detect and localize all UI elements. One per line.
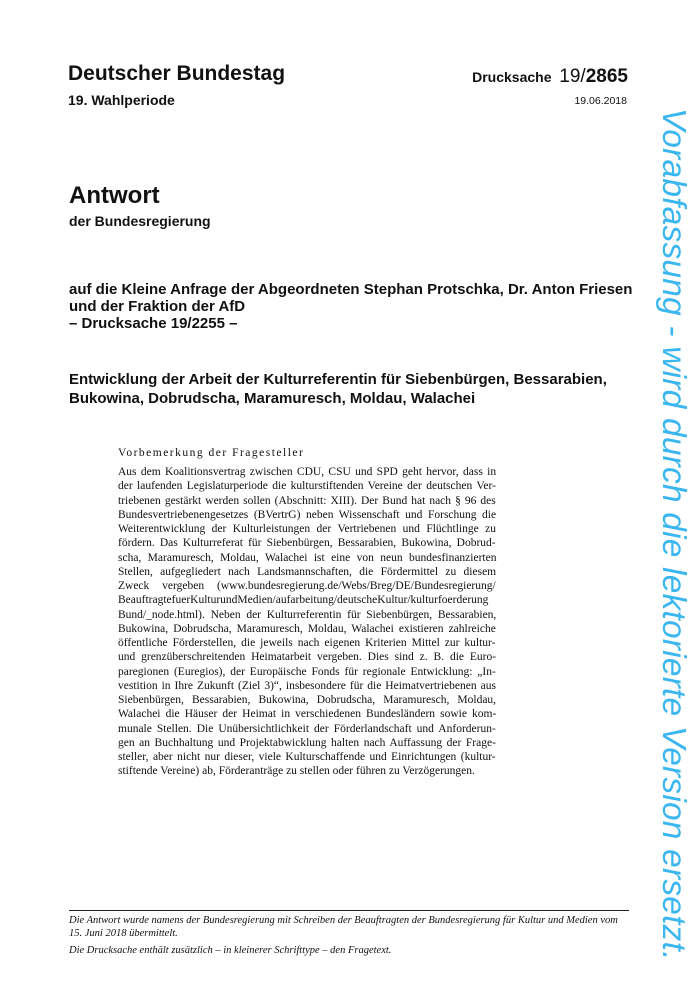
footer-divider bbox=[69, 910, 629, 911]
inquiry-line: – Drucksache 19/2255 – bbox=[69, 315, 238, 332]
preface-line: stiftende Vereine) ab, Förderanträge zu stellen oder führen zu Verzögerungen. bbox=[118, 765, 475, 778]
preface-line: der laufenden Legislaturperiode die kulturstiftenden Vereine der deutschen Ver- bbox=[118, 480, 496, 493]
document-subtitle: der Bundesregierung bbox=[69, 213, 211, 229]
preface-line: BeauftragtefuerKulturundMedien/aufarbeitung/deutscheKultur/kulturfoerderung bbox=[118, 594, 489, 607]
inquiry-reference bbox=[69, 281, 633, 332]
footer-note-typeface: Die Drucksache enthält zusätzlich – in kleinerer Schrifttype – den Fragetext. bbox=[69, 945, 392, 956]
preface-line: Bundesvertriebenengesetzes (BVertrG) neben Wissenschaft und Forschung die bbox=[118, 508, 497, 521]
subject-heading: Entwicklung der Arbeit der Kulturreferentin für Siebenbürgen, Bessarabien, Bukowina, Dobrudscha, Maramuresch, Moldau, Walachei bbox=[69, 371, 607, 407]
preface-line: Weiterentwicklung der Kulturleistungen der Vertriebenen und Flüchtlinge zu bbox=[118, 523, 497, 535]
legislative-period: 19. Wahlperiode bbox=[68, 92, 175, 108]
preface-line: fördern. Das Kulturreferat für Siebenbürgen, Bessarabien, Bukowina, Dobrud- bbox=[118, 537, 496, 550]
preface-body bbox=[118, 465, 496, 779]
document-date: 19.06.2018 bbox=[574, 95, 627, 107]
preface-heading: Vorbemerkung der Fragesteller bbox=[118, 447, 305, 459]
document-title: Antwort bbox=[69, 182, 160, 209]
preface-line: munale Stellen. Die Unübersichtlichkeit der Förderlandschaft und Anforderun- bbox=[118, 722, 496, 735]
preface-line: Walachei die Häuser der Heimat in verschiedenen Bundesländern sowie kom- bbox=[118, 708, 497, 721]
preface-line: Aus dem Koalitionsvertrag zwischen CDU, CSU und SPD geht hervor, dass in bbox=[118, 466, 497, 478]
preface-line: öffentliche Förderstellen, die jeweils nach eigenen Kriterien Mittel zur kultur- bbox=[118, 637, 496, 649]
preface-line: paregionen (Euregios), der Europäische Fonds für regionale Entwicklung: „In- bbox=[118, 665, 496, 678]
document-label: Drucksache bbox=[472, 69, 552, 85]
preface-line: gen an Buchhaltung und Projektabwicklung halten nach Auffassung der Frage- bbox=[118, 736, 496, 749]
preface-line: Bund/_node.html). Neben der Kulturreferentin für Siebenbürgen, Bessarabien, bbox=[118, 608, 497, 621]
preface-line: Stellen, aufgegliedert nach Landsmannschaften, die Fördermittel zu diesem bbox=[118, 565, 497, 578]
preface-line: vestition in Ihre Zukunft (Ziel 3)“, insbesondere für die Heimatvertriebenen aus bbox=[118, 679, 496, 692]
preface-line: scha, Maramuresch, Moldau, Walachei ist eine von neun bundesfinanzierten bbox=[118, 551, 497, 564]
preface-line: Zweck vergeben (www.bundesregierung.de/Webs/Breg/DE/Bundesregierung/ bbox=[118, 580, 496, 592]
document-number bbox=[472, 66, 628, 88]
footer-note-transmission: Die Antwort wurde namens der Bundesregierung mit Schreiben der Beauftragten der Bundesregierung für Kultur und Medien vom 15. Juni 2018 übermittelt. bbox=[69, 915, 618, 939]
organization-name: Deutscher Bundestag bbox=[68, 62, 286, 85]
inquiry-line: auf die Kleine Anfrage der Abgeordneten Stephan Protschka, Dr. Anton Friesen bbox=[69, 281, 633, 298]
preface-line: Siebenbürgen, Bessarabien, Bukowina, Dobrudscha, Maramuresch, Moldau, bbox=[118, 694, 497, 706]
watermark-draft-notice: Vorabfassung - wird durch die lektorierte Version ersetzt. bbox=[655, 108, 692, 961]
document-number-prefix: 19/ bbox=[559, 66, 586, 87]
preface-line: und grenzüberschreitenden Heimatarbeit vergeben. Dies sind z. B. die Euro- bbox=[118, 651, 497, 664]
preface-line: Bukowina, Dobrudscha, Maramuresch, Moldau, Walachei existieren zahlreiche bbox=[118, 622, 496, 635]
preface-line: steller, aber nicht nur dieser, viele Kulturschaffende und Einrichtungen (kultur- bbox=[118, 751, 496, 763]
preface-line: triebenen gestärkt werden sollen (Abschnitt: XIII). Der Bund hat nach § 96 des bbox=[118, 494, 496, 507]
inquiry-line: und der Fraktion der AfD bbox=[69, 298, 246, 315]
document-number-main: 2865 bbox=[585, 66, 628, 87]
